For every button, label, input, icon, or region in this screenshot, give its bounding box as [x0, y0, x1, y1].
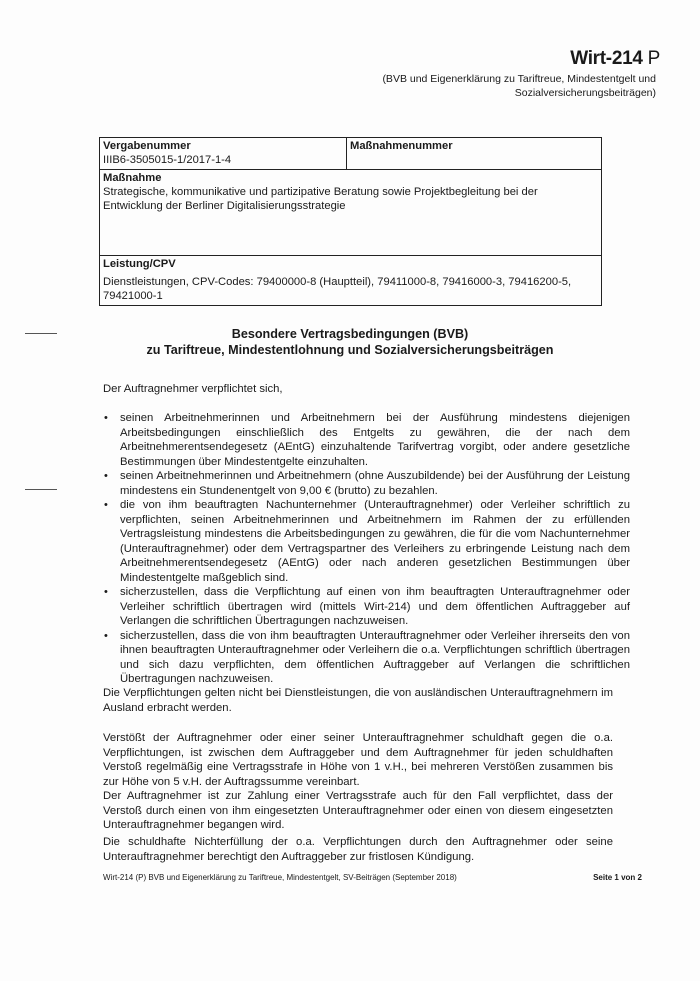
- footer-text: Wirt-214 (P) BVB und Eigenerklärung zu Tariftreue, Mindestentgelt, SV-Beiträgen (September 2018): [103, 873, 457, 882]
- leistung-label: Leistung/CPV: [103, 258, 176, 270]
- massnahme-cell: [100, 170, 602, 256]
- penalty-text-b: Der Auftragnehmer ist zur Zahlung einer Vertragsstrafe auch für den Fall verpflichtet, dass der Verstoß durch einen von ihm eingesetzten Unterauftragnehmer oder einen von diesem eingesetzten Unterauftragnehmer begangen wird.: [103, 790, 613, 831]
- penalty-text-a: Verstößt der Auftragnehmer oder einer seiner Unterauftragnehmer schuldhaft gegen die o.a. Verpflichtungen, ist zwischen dem Auftraggeber und dem Auftragnehmer für jeden schuldhaften Verstoß regelmäßig eine Vertragsstrafe in Höhe von 1 v.H., bei mehreren Verstößen zusammen bis zur Höhe von 5 v.H. der Auftragssumme vereinbart.: [103, 732, 613, 788]
- document-title: [0, 326, 700, 358]
- leistung-value: Dienstleistungen, CPV-Codes: 79400000-8 (Hauptteil), 79411000-8, 79416000-3, 79416200-5, 79421000-1: [103, 276, 572, 302]
- massnahme-label: Maßnahme: [103, 172, 162, 184]
- list-item: • die von ihm beauftragten Nachunternehmer (Unterauftragnehmer) oder Verleiher schriftlich zu verpflichten, seinen Arbeitnehmerinnen und Arbeitnehmern im Rahmen der zu erfüllenden Vertragsleistung mindestens die Arbeitsbedingungen zu gewähren, die für die vom Nachunternehmer (Unterauftragnehmer) oder dem Vertragspartner des Verleihers zu erbringende Leistung nach dem Arbeitnehmerentsendegesetz (AEntG) oder nach anderen gesetzlichen Bestimmungen über Mindestentgelte maßgeblich sind.: [120, 498, 630, 585]
- title-line-2: zu Tariftreue, Mindestentlohnung und Sozialversicherungsbeiträgen: [146, 343, 554, 357]
- massnahme-value: Strategische, kommunikative und partizipative Beratung sowie Projektbegleitung bei der Entwicklung der Berliner Digitalisierungsstrategie: [103, 186, 538, 212]
- vergabe-label: Vergabenummer: [103, 140, 191, 152]
- massnahmen-nr-cell: [347, 138, 602, 170]
- paragraph-exception: Die Verpflichtungen gelten nicht bei Dienstleistungen, die von ausländischen Unterauftragnehmern im Ausland erbracht werden.: [103, 687, 613, 714]
- list-item: • seinen Arbeitnehmerinnen und Arbeitnehmern (ohne Auszubildende) bei der Ausführung der Leistung mindestens ein Stundenentgelt von 9,00 € (brutto) zu bezahlen.: [120, 469, 630, 498]
- list-item: • seinen Arbeitnehmerinnen und Arbeitnehmern bei der Ausführung mindestens diejenigen Arbeitsbedingungen einschließlich des Entgelts zu gewähren, die der nach dem Arbeitnehmerentsendegesetz (AEntG) einzuhaltende Tarifvertrag vorgibt, oder andere gesetzliche Bestimmungen über Mindestentgelte einzuhalten.: [120, 411, 630, 469]
- intro-text: Der Auftragnehmer verpflichtet sich,: [103, 383, 283, 395]
- page-number: Seite 1 von 2: [593, 873, 642, 882]
- leistung-cell: [100, 256, 602, 306]
- form-code-suffix: P: [647, 48, 660, 69]
- form-code-label: Wirt-214: [570, 48, 643, 69]
- paragraph-termination: Die schuldhafte Nichterfüllung der o.a. Verpflichtungen durch den Auftragnehmer oder seine Unterauftragnehmer berechtigt den Auftraggeber zur fristlosen Kündigung.: [103, 836, 613, 863]
- form-subtitle: (BVB und Eigenerklärung zu Tariftreue, Mindestentgelt und Sozialversicherungsbeiträgen): [382, 73, 656, 99]
- info-table: [99, 137, 602, 306]
- list-item: • sicherzustellen, dass die von ihm beauftragten Unterauftragnehmer oder Verleiher ihrerseits den von ihnen beauftragten Unterauftragnehmer oder Verleihern die o.a. Verpflichtungen schriftlich übertragen und sich dazu verpflichten, dem öffentlichen Auftraggeber auf Verlangen die schriftlichen Übertragungen nachzuweisen.: [120, 629, 630, 687]
- list-item: • sicherzustellen, dass die Verpflichtung auf einen von ihm beauftragten Unterauftragnehmer oder Verleiher schriftlich übertragen wird (mittels Wirt-214) und dem öffentlichen Auftraggeber auf Verlangen die schriftlichen Übertragungen nachzuweisen.: [120, 585, 630, 629]
- paragraph-penalty: [103, 731, 613, 833]
- massnahmen-nr-label: Maßnahmenummer: [350, 140, 453, 152]
- vergabe-value: IIIB6-3505015-1/2017-1-4: [103, 154, 232, 166]
- vergabe-cell: [100, 138, 347, 170]
- title-line-1: Besondere Vertragsbedingungen (BVB): [231, 327, 469, 341]
- margin-mark: [25, 489, 57, 490]
- obligations-list: [103, 411, 630, 687]
- form-code: [570, 48, 660, 70]
